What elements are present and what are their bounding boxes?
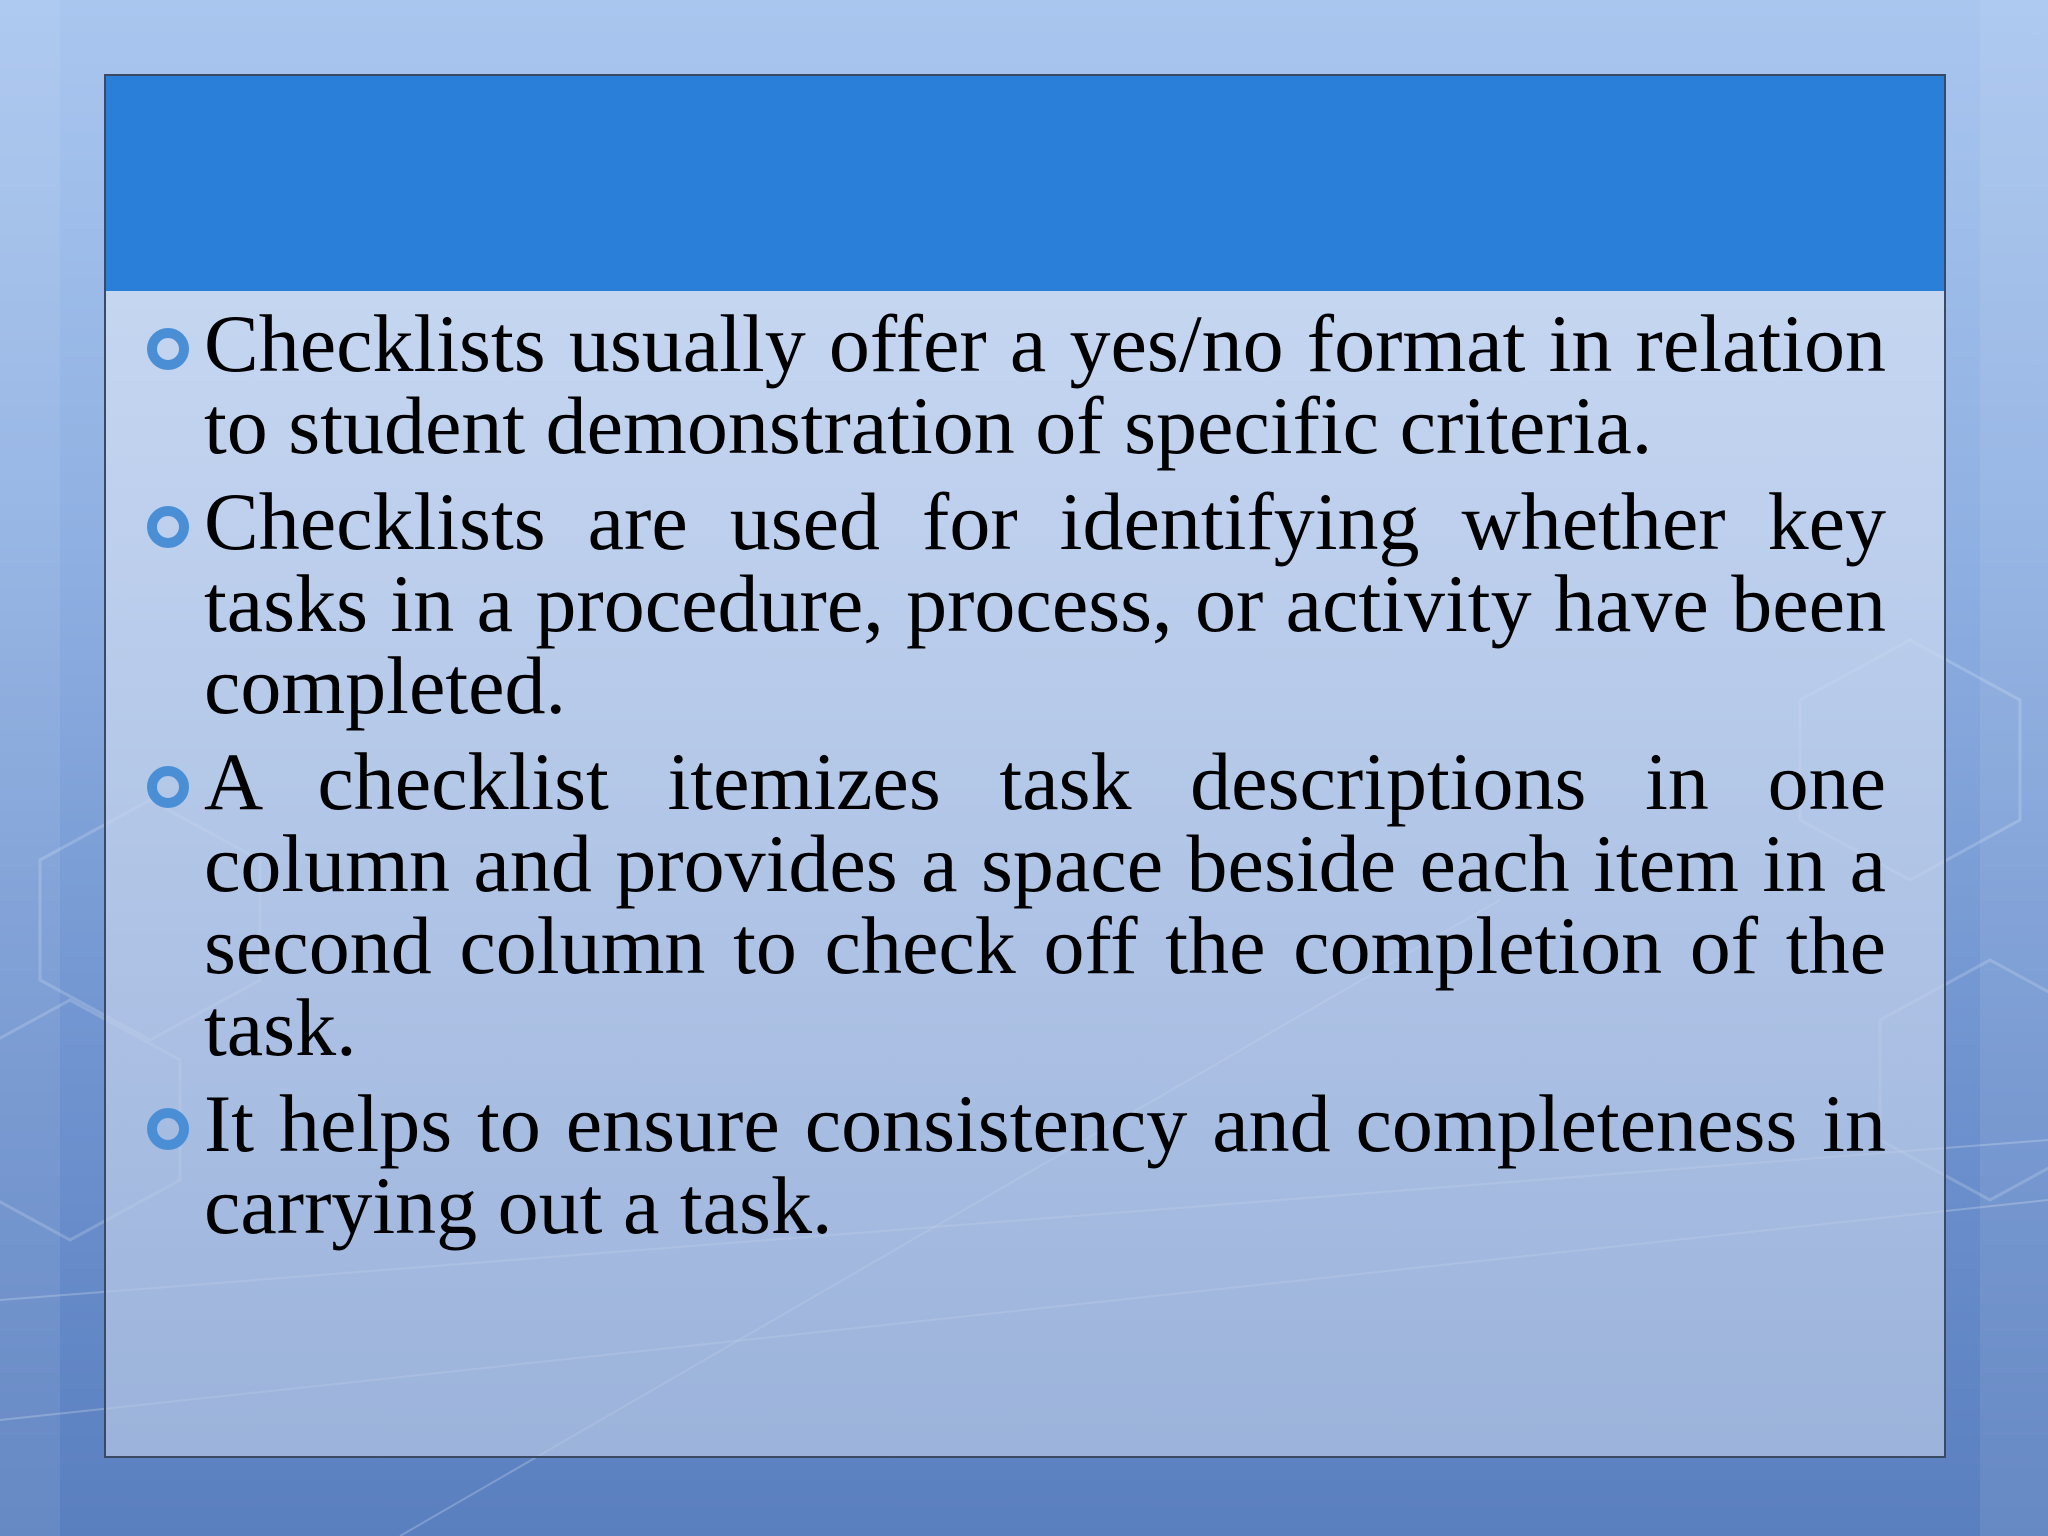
bullet-item <box>146 298 1886 471</box>
bullet-item <box>146 476 1886 731</box>
circle-bullet-icon <box>146 505 190 549</box>
slide-content-panel <box>104 74 1946 1458</box>
bullet-text: A checklist itemizes task descriptions in one column and provides a space beside each item in a second column to check off the completion of the task. <box>204 736 1886 1073</box>
circle-bullet-icon <box>146 1107 190 1151</box>
circle-bullet-icon <box>146 765 190 809</box>
bullet-item <box>146 1078 1886 1251</box>
bullet-text: It helps to ensure consistency and completeness in carrying out a task. <box>204 1078 1886 1251</box>
slide-title-bar <box>106 76 1944 291</box>
bullet-text: Checklists usually offer a yes/no format in relation to student demonstration of specific criteria. <box>204 298 1886 471</box>
bullet-item <box>146 736 1886 1073</box>
bullet-text: Checklists are used for identifying whether key tasks in a procedure, process, or activity have been completed. <box>204 476 1886 731</box>
circle-bullet-icon <box>146 327 190 371</box>
bullet-list <box>106 291 1944 1261</box>
